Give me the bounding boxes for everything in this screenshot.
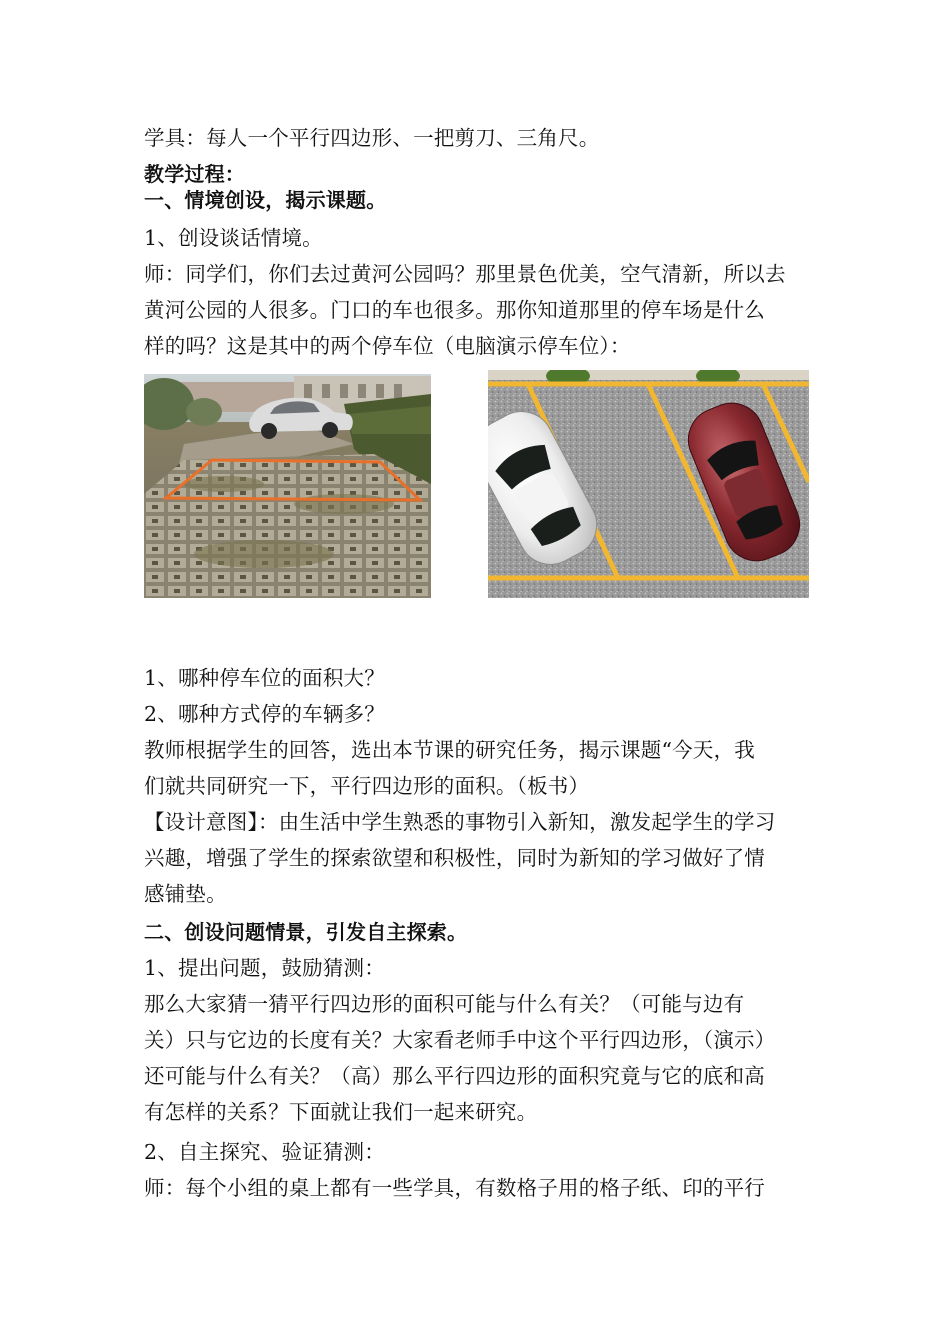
paragraph-line: 教师根据学生的回答，选出本节课的研究任务，揭示课题“今天，我 (144, 738, 755, 762)
paragraph-line: 那么大家猜一猜平行四边形的面积可能与什么有关？（可能与边有 (144, 992, 745, 1016)
parking-photo-svg (144, 374, 431, 598)
parking-illustration-svg (488, 370, 809, 598)
paragraph-line: 样的吗？这是其中的两个停车位（电脑演示停车位）： (144, 334, 631, 358)
paragraph-line: 们就共同研究一下，平行四边形的面积。（板书） (144, 774, 590, 798)
heading-section-two: 二、创设问题情景，引发自主探索。 (144, 920, 468, 944)
design-intent-line: 【设计意图】：由生活中学生熟悉的事物引入新知，激发起学生的学习 (144, 810, 776, 834)
paragraph-line: 1、提出问题，鼓励猜测： (144, 956, 385, 980)
paragraph-line: 2、自主探究、验证猜测： (144, 1140, 385, 1164)
materials-line: 学具：每人一个平行四边形、一把剪刀、三角尺。 (144, 126, 600, 150)
parking-photo (144, 374, 431, 598)
paragraph-line: 师：每个小组的桌上都有一些学具，有数格子用的格子纸、印的平行 (144, 1176, 765, 1200)
paragraph-line: 1、创设谈话情境。 (144, 226, 323, 250)
paragraph-line: 1、哪种停车位的面积大？ (144, 666, 385, 690)
paragraph-line: 关）只与它边的长度有关？大家看老师手中这个平行四边形，（演示） (144, 1028, 776, 1052)
paragraph-line: 兴趣，增强了学生的探索欲望和积极性，同时为新知的学习做好了情 (144, 846, 765, 870)
heading-section-one: 一、情境创设，揭示课题。 (144, 188, 387, 212)
paragraph-line: 感铺垫。 (144, 882, 227, 906)
paragraph-line: 还可能与什么有关？（高）那么平行四边形的面积究竟与它的底和高 (144, 1064, 765, 1088)
paragraph-line: 师：同学们，你们去过黄河公园吗？那里景色优美，空气清新，所以去 (144, 262, 786, 286)
paragraph-line: 有怎样的关系？下面就让我们一起来研究。 (144, 1100, 538, 1124)
paragraph-line: 2、哪种方式停的车辆多？ (144, 702, 385, 726)
parking-illustration (488, 370, 809, 598)
heading-teaching-process: 教学过程： (144, 162, 245, 186)
paragraph-line: 黄河公园的人很多。门口的车也很多。那你知道那里的停车场是什么 (144, 298, 765, 322)
